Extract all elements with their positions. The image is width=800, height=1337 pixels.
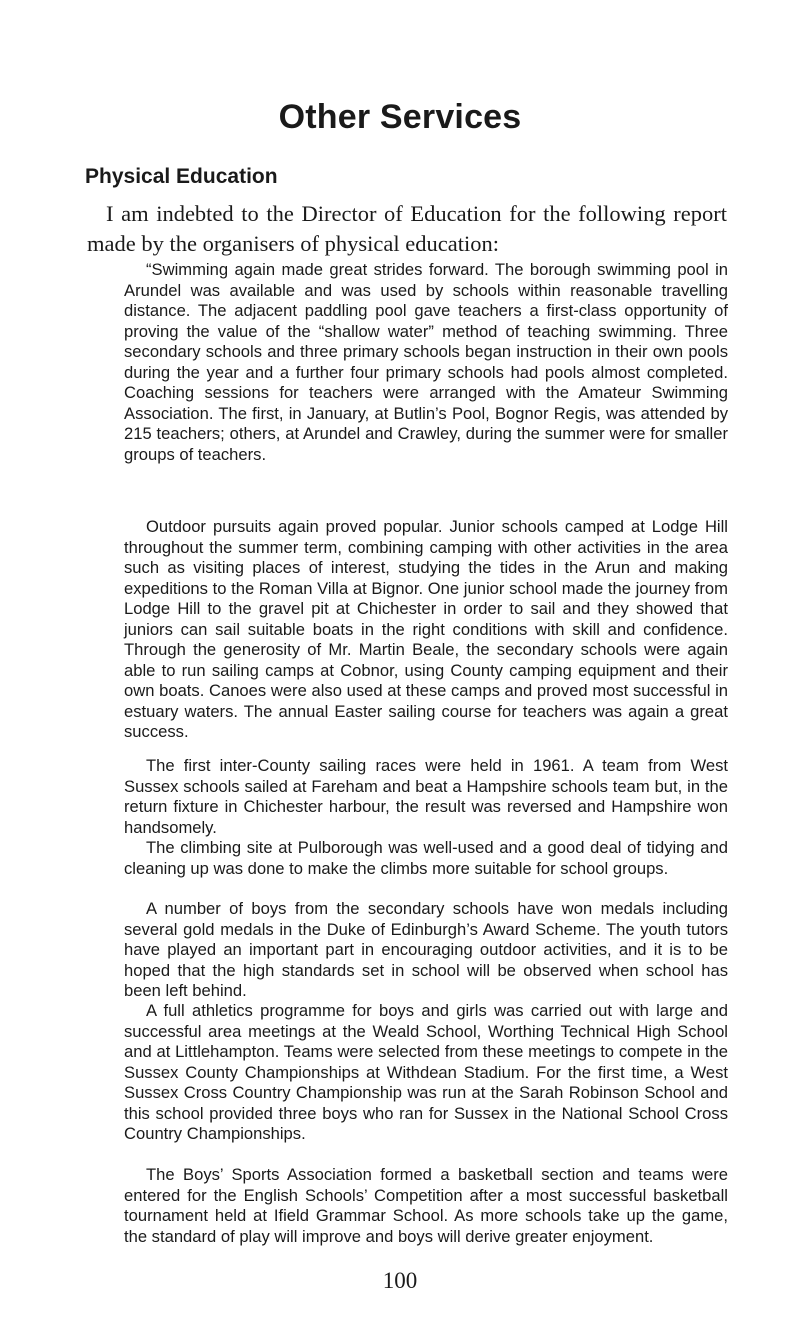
climbing-site-paragraph: The climbing site at Pulborough was well-used and a good deal of tidying and cleaning up was done to make the climbs more suitable for school groups. [124,838,728,878]
swimming-paragraph: “Swimming again made great strides forward. The borough swimming pool in Arundel was available and was used by schools within reasonable travelling distance. The adjacent paddling pool gave teachers a first-class opportunity of proving the value of the “shallow water” method of teaching swimming. Three secondary schools and three primary schools began instruction in their own pools during the year and a further four primary schools had pools almost completed. Coaching sessions for teachers were arranged with the Amateur Swimming Association. The first, in January, at Butlin’s Pool, Bognor Regis, was attended by 215 teachers; others, at Arundel and Crawley, during the summer were for smaller groups of teachers. [124,260,728,464]
outdoor-pursuits-paragraph: Outdoor pursuits again proved popular. Junior schools camped at Lodge Hill throughout the summer term, combining camping with other activities in the area such as visiting places of interest, studying the tides in the Arun and making expeditions to the Roman Villa at Bignor. One junior school made the journey from Lodge Hill to the gravel pit at Chichester in order to sail and they showed that juniors can sail suitable boats in the right conditions with skill and confidence. Through the generosity of Mr. Martin Beale, the secondary schools were again able to run sailing camps at Cobnor, using County camping equipment and their own boats. Canoes were also used at these camps and proved most successful in estuary waters. The annual Easter sailing course for teachers was again a great success. [124,517,728,741]
page-number: 100 [382,1268,418,1293]
page-title: Other Services [278,98,522,136]
athletics-paragraph: A full athletics programme for boys and girls was carried out with large and successful area meetings at the Weald School, Worthing Technical High School and at Littlehampton. Teams were selected from these meetings to compete in the Sussex County Championships at Withdean Stadium. For the first time, a West Sussex Cross Country Championship was run at the Sarah Robinson School and this school provided three boys who ran for Sussex in the National School Cross Country Championships. [124,1001,728,1143]
sailing-races-paragraph: The first inter-County sailing races were held in 1961. A team from West Sussex schools sailed at Fareham and beat a Hampshire schools team but, in the return fixture in Chichester harbour, the result was reversed and Hampshire won handsomely. [124,756,728,837]
basketball-paragraph: The Boys’ Sports Association formed a basketball section and teams were entered for the English Schools’ Competition after a most successful basketball tournament held at Ifield Grammar School. As more schools take up the game, the standard of play will improve and boys will derive greater enjoyment. [124,1165,728,1246]
intro-paragraph: I am indebted to the Director of Education for the following report made by the organisers of physical education: [87,201,727,256]
section-heading: Physical Education [85,165,278,188]
award-scheme-paragraph: A number of boys from the secondary schools have won medals including several gold medals in the Duke of Edinburgh’s Award Scheme. The youth tutors have played an important part in encouraging outdoor activities, and it is to be hoped that the high standards set in school will be observed when school has been left behind. [124,899,728,1000]
